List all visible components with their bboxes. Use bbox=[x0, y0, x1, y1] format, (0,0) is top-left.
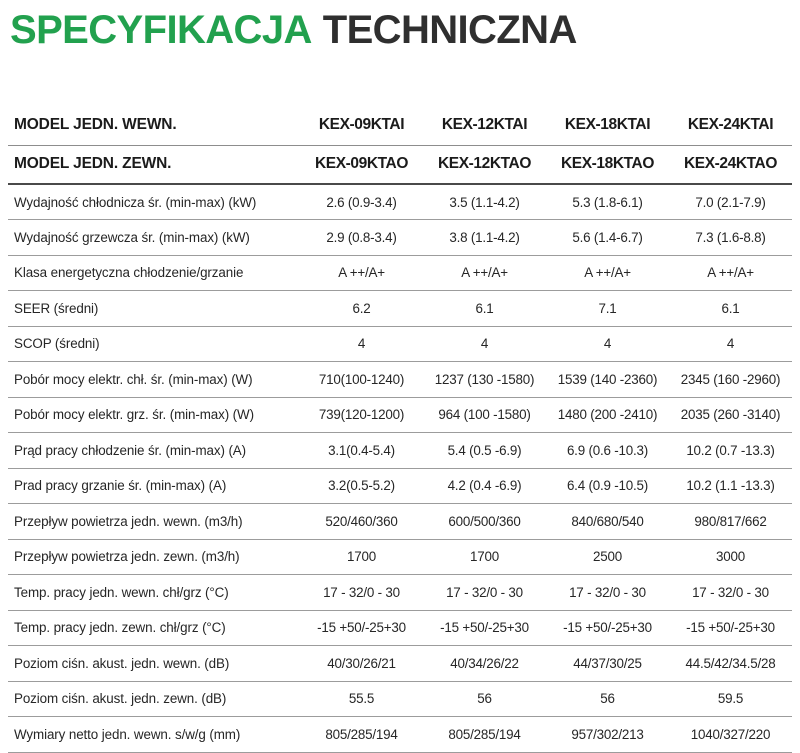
row-value: 4 bbox=[669, 326, 792, 362]
row-value: 10.2 (0.7 -13.3) bbox=[669, 433, 792, 469]
row-label: Wydajność chłodnicza śr. (min-max) (kW) bbox=[8, 184, 300, 220]
row-label: Temp. pracy jedn. wewn. chł/grz (°C) bbox=[8, 575, 300, 611]
row-value: 5.3 (1.8-6.1) bbox=[546, 184, 669, 220]
header-model-outdoor-2: KEX-12KTAO bbox=[423, 145, 546, 184]
table-row bbox=[8, 397, 792, 433]
table-row bbox=[8, 504, 792, 540]
row-value: 4 bbox=[423, 326, 546, 362]
row-value: 5.6 (1.4-6.7) bbox=[546, 220, 669, 256]
row-value: 4 bbox=[546, 326, 669, 362]
header-label-outdoor: MODEL JEDN. ZEWN. bbox=[8, 145, 300, 184]
row-value: 3.5 (1.1-4.2) bbox=[423, 184, 546, 220]
row-label: Pobór mocy elektr. chł. śr. (min-max) (W) bbox=[8, 362, 300, 398]
table-row bbox=[8, 362, 792, 398]
row-value: 980/817/662 bbox=[669, 504, 792, 540]
row-value: A ++/A+ bbox=[546, 255, 669, 291]
row-value: 3.8 (1.1-4.2) bbox=[423, 220, 546, 256]
row-value: 3000 bbox=[669, 539, 792, 575]
row-value: 56 bbox=[423, 681, 546, 717]
table-row bbox=[8, 326, 792, 362]
row-value: 2345 (160 -2960) bbox=[669, 362, 792, 398]
table-body bbox=[8, 184, 792, 752]
row-value: 6.4 (0.9 -10.5) bbox=[546, 468, 669, 504]
row-value: 1480 (200 -2410) bbox=[546, 397, 669, 433]
header-model-outdoor-1: KEX-09KTAO bbox=[300, 145, 423, 184]
row-value: 4.2 (0.4 -6.9) bbox=[423, 468, 546, 504]
row-label: Przepływ powietrza jedn. zewn. (m3/h) bbox=[8, 539, 300, 575]
row-label: Wydajność grzewcza śr. (min-max) (kW) bbox=[8, 220, 300, 256]
row-value: 2.9 (0.8-3.4) bbox=[300, 220, 423, 256]
row-label: SCOP (średni) bbox=[8, 326, 300, 362]
header-model-indoor-2: KEX-12KTAI bbox=[423, 106, 546, 145]
row-value: A ++/A+ bbox=[669, 255, 792, 291]
row-value: 805/285/194 bbox=[300, 717, 423, 753]
page-title bbox=[10, 2, 577, 58]
row-value: 6.2 bbox=[300, 291, 423, 327]
row-value: 4 bbox=[300, 326, 423, 362]
row-value: -15 +50/-25+30 bbox=[546, 610, 669, 646]
row-value: A ++/A+ bbox=[300, 255, 423, 291]
row-value: 17 - 32/0 - 30 bbox=[546, 575, 669, 611]
table-row bbox=[8, 184, 792, 220]
row-label: Przepływ powietrza jedn. wewn. (m3/h) bbox=[8, 504, 300, 540]
table-row bbox=[8, 610, 792, 646]
row-label: SEER (średni) bbox=[8, 291, 300, 327]
row-value: 964 (100 -1580) bbox=[423, 397, 546, 433]
table-row bbox=[8, 220, 792, 256]
page-title-green-word: SPECYFIKACJA bbox=[10, 8, 312, 52]
row-value: 2500 bbox=[546, 539, 669, 575]
table-row bbox=[8, 575, 792, 611]
row-value: -15 +50/-25+30 bbox=[300, 610, 423, 646]
header-label-indoor: MODEL JEDN. WEWN. bbox=[8, 106, 300, 145]
table-row bbox=[8, 646, 792, 682]
header-model-indoor-4: KEX-24KTAI bbox=[669, 106, 792, 145]
row-value: 7.1 bbox=[546, 291, 669, 327]
row-value: 840/680/540 bbox=[546, 504, 669, 540]
row-value: 59.5 bbox=[669, 681, 792, 717]
table-row bbox=[8, 468, 792, 504]
row-value: 1700 bbox=[300, 539, 423, 575]
row-value: 1539 (140 -2360) bbox=[546, 362, 669, 398]
row-value: A ++/A+ bbox=[423, 255, 546, 291]
table-row bbox=[8, 255, 792, 291]
row-value: -15 +50/-25+30 bbox=[423, 610, 546, 646]
row-value: 1700 bbox=[423, 539, 546, 575]
header-model-outdoor-4: KEX-24KTAO bbox=[669, 145, 792, 184]
row-label: Klasa energetyczna chłodzenie/grzanie bbox=[8, 255, 300, 291]
row-value: 55.5 bbox=[300, 681, 423, 717]
row-value: 6.9 (0.6 -10.3) bbox=[546, 433, 669, 469]
table-row bbox=[8, 539, 792, 575]
row-value: 805/285/194 bbox=[423, 717, 546, 753]
row-label: Wymiary netto jedn. wewn. s/w/g (mm) bbox=[8, 717, 300, 753]
table-header-row-indoor bbox=[8, 106, 792, 145]
row-label: Temp. pracy jedn. zewn. chł/grz (°C) bbox=[8, 610, 300, 646]
row-value: -15 +50/-25+30 bbox=[669, 610, 792, 646]
row-value: 3.1(0.4-5.4) bbox=[300, 433, 423, 469]
header-model-outdoor-3: KEX-18KTAO bbox=[546, 145, 669, 184]
row-value: 710(100-1240) bbox=[300, 362, 423, 398]
row-value: 7.0 (2.1-7.9) bbox=[669, 184, 792, 220]
row-value: 44.5/42/34.5/28 bbox=[669, 646, 792, 682]
row-value: 40/30/26/21 bbox=[300, 646, 423, 682]
row-value: 1237 (130 -1580) bbox=[423, 362, 546, 398]
table-row bbox=[8, 681, 792, 717]
row-value: 2035 (260 -3140) bbox=[669, 397, 792, 433]
row-value: 2.6 (0.9-3.4) bbox=[300, 184, 423, 220]
row-value: 5.4 (0.5 -6.9) bbox=[423, 433, 546, 469]
row-label: Prąd pracy chłodzenie śr. (min-max) (A) bbox=[8, 433, 300, 469]
specification-table bbox=[8, 106, 792, 753]
page-title-dark-word: TECHNICZNA bbox=[322, 8, 577, 52]
header-model-indoor-3: KEX-18KTAI bbox=[546, 106, 669, 145]
row-value: 3.2(0.5-5.2) bbox=[300, 468, 423, 504]
row-value: 17 - 32/0 - 30 bbox=[669, 575, 792, 611]
row-value: 6.1 bbox=[669, 291, 792, 327]
row-label: Prad pracy grzanie śr. (min-max) (A) bbox=[8, 468, 300, 504]
row-value: 957/302/213 bbox=[546, 717, 669, 753]
row-value: 7.3 (1.6-8.8) bbox=[669, 220, 792, 256]
table-row bbox=[8, 433, 792, 469]
row-value: 6.1 bbox=[423, 291, 546, 327]
table-row bbox=[8, 717, 792, 753]
row-label: Pobór mocy elektr. grz. śr. (min-max) (W) bbox=[8, 397, 300, 433]
row-value: 17 - 32/0 - 30 bbox=[423, 575, 546, 611]
row-value: 44/37/30/25 bbox=[546, 646, 669, 682]
row-label: Poziom ciśn. akust. jedn. zewn. (dB) bbox=[8, 681, 300, 717]
row-value: 10.2 (1.1 -13.3) bbox=[669, 468, 792, 504]
row-value: 739(120-1200) bbox=[300, 397, 423, 433]
row-value: 40/34/26/22 bbox=[423, 646, 546, 682]
table-row bbox=[8, 291, 792, 327]
row-value: 56 bbox=[546, 681, 669, 717]
row-value: 600/500/360 bbox=[423, 504, 546, 540]
header-model-indoor-1: KEX-09KTAI bbox=[300, 106, 423, 145]
table-header bbox=[8, 106, 792, 184]
row-label: Poziom ciśn. akust. jedn. wewn. (dB) bbox=[8, 646, 300, 682]
row-value: 1040/327/220 bbox=[669, 717, 792, 753]
row-value: 520/460/360 bbox=[300, 504, 423, 540]
table-header-row-outdoor bbox=[8, 145, 792, 184]
row-value: 17 - 32/0 - 30 bbox=[300, 575, 423, 611]
